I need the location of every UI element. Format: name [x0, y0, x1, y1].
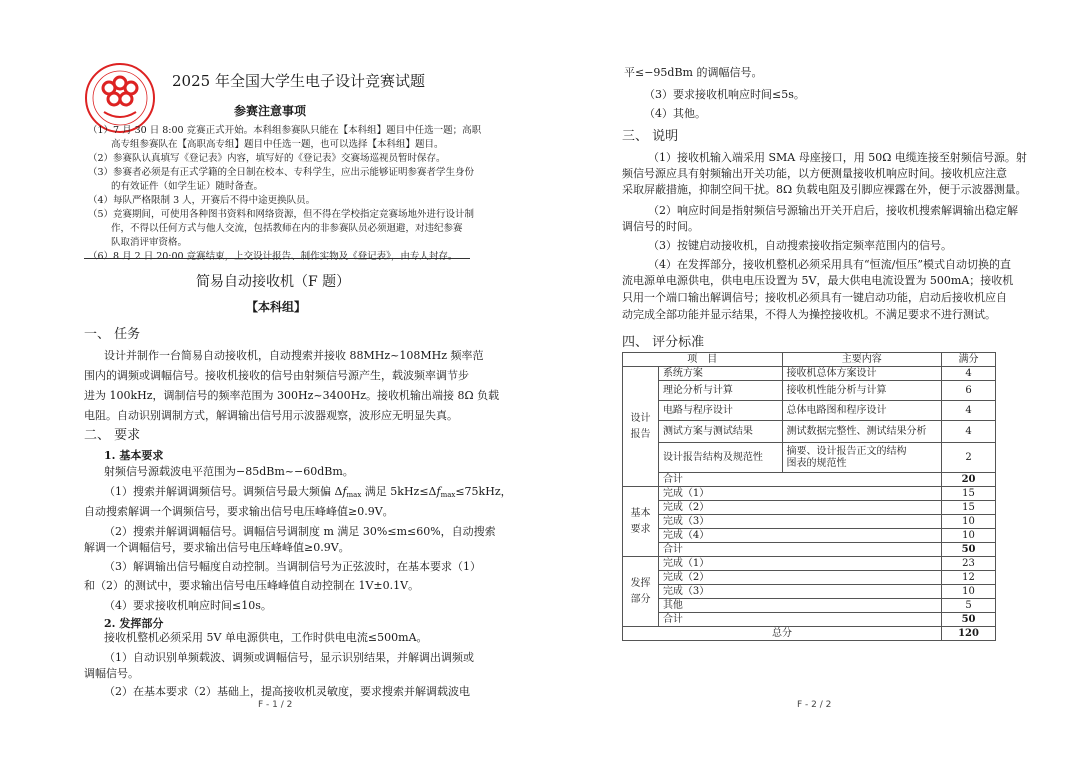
notice-line: （6）8 月 2 日 20:00 竞赛结束，上交设计报告、制作实物及《登记表》，由专人封存。	[88, 251, 458, 262]
req-line: （1）搜索并解调调频信号。调频信号最大频偏 $\Delta f_{max}$ 满足 $5kHz\le\Delta f_{max}\le 75kHz$，	[104, 485, 512, 499]
score-cell: 15	[942, 487, 996, 501]
header-cell: 满分	[942, 353, 996, 367]
subtotal-value: 50	[942, 613, 996, 627]
adv-line: 调幅信号。	[84, 667, 139, 680]
req-line: （4）要求接收机响应时间≤10s。	[104, 599, 272, 612]
table-row	[623, 571, 996, 585]
score-cell: 6	[942, 381, 996, 401]
subtotal-row	[623, 473, 996, 487]
adv-line: 平≤−95dBm 的调幅信号。	[624, 66, 763, 79]
item-cell: 完成（4）	[658, 529, 941, 543]
note-line: （4）在发挥部分，接收机整机必须采用具有“恒流/恒压”模式自动切换的直	[648, 258, 1011, 271]
notice-line: 的有效证件（如学生证）随时备查。	[111, 181, 264, 192]
page-footer: F - 2 / 2	[797, 700, 832, 710]
exam-title: 2025 年全国大学生电子设计竞赛试题	[172, 72, 425, 90]
note-line: 流电源单电源供电，供电电压设置为 5V，最大供电电流设置为 500mA；接收机	[622, 274, 1014, 287]
item-cell: 系统方案	[658, 367, 782, 381]
table-row	[623, 381, 996, 401]
item-cell: 完成（3）	[658, 515, 941, 529]
subtotal-label: 合计	[658, 473, 941, 487]
score-cell: 4	[942, 421, 996, 443]
problem-title: 简易自动接收机（F 题）	[196, 274, 351, 290]
task-line: 设计并制作一台简易自动接收机，自动搜索并接收 88MHz~108MHz 频率范	[104, 349, 484, 362]
score-cell: 2	[942, 443, 996, 473]
grand-total-row	[623, 627, 996, 641]
table-row	[623, 529, 996, 543]
subtotal-row	[623, 613, 996, 627]
task-line: 围内的调频或调幅信号。接收机接收的信号由射频信号源产生，载波频率调节步	[84, 369, 469, 382]
item-cell: 其他	[658, 599, 941, 613]
score-cell: 10	[942, 529, 996, 543]
req-text: 满足 5kHz≤Δ	[361, 485, 437, 498]
notice-line: 作，不得以任何方式与他人交流，包括教师在内的非参赛队员必须迴避，对违纪参赛	[111, 223, 463, 234]
table-header-row	[623, 353, 996, 367]
content-cell: 接收机性能分析与计算	[782, 381, 942, 401]
table-row	[623, 367, 996, 381]
adv-line: （1）自动识别单频载波、调频或调幅信号，显示识别结果，并解调出调频或	[104, 651, 474, 664]
table-row	[623, 487, 996, 501]
adv-line: （2）在基本要求（2）基础上，提高接收机灵敏度，要求搜索并解调载波电	[104, 685, 470, 698]
note-line: （2）响应时间是指射频信号源输出开关开启后，接收机搜索解调输出稳定解	[648, 204, 1018, 217]
content-cell: 测试数据完整性、测试结果分析	[782, 421, 942, 443]
notice-line: 高专组参赛队在【高职高专组】题目中任选一题，也可以选择【本科组】题目。	[111, 139, 444, 150]
score-cell: 12	[942, 571, 996, 585]
req-line: 自动搜索解调一个调频信号，要求输出信号电压峰峰值≥0.9V。	[84, 505, 394, 518]
notice-line: （2）参赛队认真填写《登记表》内容，填写好的《登记表》交赛场巡视员暂时保存。	[88, 153, 446, 164]
adv-line: 接收机整机必须采用 5V 单电源供电，工作时供电电流≤500mA。	[104, 631, 428, 644]
req-text: （1）搜索并解调调频信号。调频信号最大频偏 Δ	[104, 485, 343, 498]
note-line: 只用一个端口输出解调信号；接收机必须具有一键启动功能，启动后接收机应自	[622, 291, 1007, 304]
score-cell: 4	[942, 367, 996, 381]
note-line: 采取屏蔽措施，抑制空间干扰。8Ω 负载电阻及引脚应裸露在外，便于示波器测量。	[622, 183, 1027, 196]
table-row	[623, 515, 996, 529]
grand-total-label: 总分	[623, 627, 942, 641]
subtotal-label: 合计	[658, 613, 941, 627]
score-cell: 10	[942, 515, 996, 529]
group-label: 【本科组】	[246, 300, 307, 314]
note-line: （3）按键启动接收机，自动搜索接收指定频率范围内的信号。	[648, 239, 952, 252]
content-cell: 摘要、设计报告正文的结构 图表的规范性	[782, 443, 942, 473]
item-cell: 电路与程序设计	[658, 401, 782, 421]
category-cell: 发挥部分	[623, 557, 659, 627]
section-notes-heading: 三、 说明	[622, 129, 679, 144]
item-cell: 测试方案与测试结果	[658, 421, 782, 443]
req-line: 解调一个调幅信号，要求输出信号电压峰峰值≥0.9V。	[84, 541, 350, 554]
task-line: 电阻。自动识别调制方式，解调输出信号用示波器观察，波形应无明显失真。	[84, 409, 458, 422]
table-row	[623, 557, 996, 571]
note-line: 动完成全部功能并显示结果，不得人为操控接收机。不满足要求不进行测试。	[622, 308, 996, 321]
score-cell: 15	[942, 501, 996, 515]
score-cell: 4	[942, 401, 996, 421]
subtotal-row	[623, 543, 996, 557]
item-cell: 完成（1）	[658, 557, 941, 571]
subscript-max: max	[440, 491, 456, 499]
table-row	[623, 401, 996, 421]
section-requirements-heading: 二、 要求	[84, 428, 141, 443]
note-line: 调信号的时间。	[622, 220, 699, 233]
grand-total-value: 120	[942, 627, 996, 641]
req-line: 射频信号源载波电平范围为−85dBm~−60dBm。	[104, 465, 354, 478]
table-row	[623, 585, 996, 599]
notice-line: （3）参赛者必须是有正式学籍的全日制在校本、专科学生，应出示能够证明参赛者学生身份	[88, 167, 475, 178]
scoring-table	[622, 352, 996, 641]
table-row	[623, 501, 996, 515]
page-footer: F - 1 / 2	[258, 700, 293, 710]
subtotal-label: 合计	[658, 543, 941, 557]
header-cell: 项 目	[623, 353, 783, 367]
category-cell: 设计报告	[623, 367, 659, 487]
header-cell: 主要内容	[782, 353, 942, 367]
notice-title: 参赛注意事项	[234, 104, 307, 118]
req-line: （2）搜索并解调调幅信号。调幅信号调制度 m 满足 30%≤m≤60%，自动搜索	[104, 525, 496, 538]
item-cell: 完成（2）	[658, 501, 941, 515]
advanced-heading: 2. 发挥部分	[104, 617, 164, 630]
req-text: ≤75kHz，	[455, 485, 512, 498]
item-cell: 完成（2）	[658, 571, 941, 585]
notice-line: （4）每队严格限制 3 人，开赛后不得中途更换队员。	[88, 195, 316, 206]
item-cell: 设计报告结构及规范性	[658, 443, 782, 473]
content-cell: 接收机总体方案设计	[782, 367, 942, 381]
item-cell: 完成（1）	[658, 487, 941, 501]
note-line: （1）接收机输入端采用 SMA 母座接口，用 50Ω 电缆连接至射频信号源。射	[648, 151, 1027, 164]
table-row	[623, 443, 996, 473]
item-cell: 理论分析与计算	[658, 381, 782, 401]
table-row	[623, 599, 996, 613]
subtotal-value: 50	[942, 543, 996, 557]
score-cell: 23	[942, 557, 996, 571]
table-row	[623, 421, 996, 443]
task-line: 进为 100kHz，调制信号的频率范围为 300Hz~3400Hz。接收机输出端接 8Ω 负载	[84, 389, 500, 402]
notice-line: （5）竞赛期间，可使用各种图书资料和网络资源，但不得在学校指定竞赛场地外进行设计制	[88, 209, 475, 220]
score-cell: 10	[942, 585, 996, 599]
subtotal-value: 20	[942, 473, 996, 487]
notice-line: 队取消评审资格。	[111, 237, 188, 248]
req-line: （3）解调输出信号幅度自动控制。当调制信号为正弦波时，在基本要求（1）	[104, 560, 481, 573]
basic-heading: 1. 基本要求	[104, 449, 164, 462]
category-cell: 基本要求	[623, 487, 659, 557]
item-cell: 完成（3）	[658, 585, 941, 599]
divider	[84, 258, 470, 259]
section-scoring-heading: 四、 评分标准	[622, 335, 705, 350]
adv-line: （4）其他。	[644, 107, 706, 120]
subscript-max: max	[346, 491, 362, 499]
req-line: 和（2）的测试中，要求输出信号电压峰峰值自动控制在 1V±0.1V。	[84, 579, 420, 592]
section-task-heading: 一、 任务	[84, 327, 141, 342]
score-cell: 5	[942, 599, 996, 613]
content-cell: 总体电路图和程序设计	[782, 401, 942, 421]
notice-line: （1）7 月 30 日 8:00 竞赛正式开始。本科组参赛队只能在【本科组】题目中任选一题；高职	[88, 125, 482, 136]
note-line: 频信号源应具有射频输出开关功能，以方便测量接收机响应时间。接收机应注意	[622, 167, 1007, 180]
adv-line: （3）要求接收机响应时间≤5s。	[644, 88, 805, 101]
